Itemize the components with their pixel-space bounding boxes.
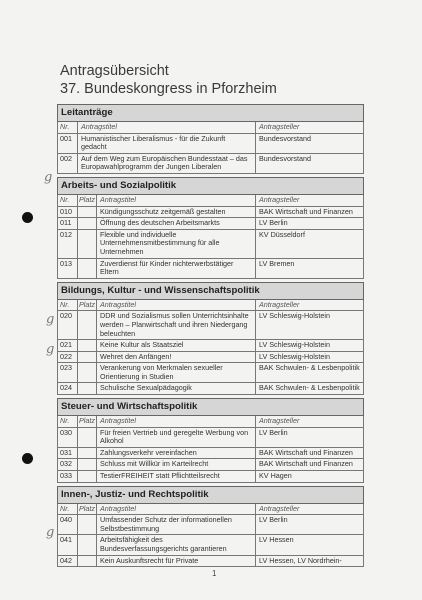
motion-number: 021 bbox=[58, 340, 78, 351]
motion-platz bbox=[78, 230, 97, 258]
handwritten-mark: g bbox=[44, 170, 53, 185]
table-row bbox=[57, 259, 364, 279]
motion-title: Humanistischer Liberalismus - für die Zukunft gedacht bbox=[78, 134, 256, 153]
motion-title: Keine Kultur als Staatsziel bbox=[97, 340, 256, 351]
table-row bbox=[57, 154, 364, 174]
motion-title: Für freien Vertrieb und geregelte Werbung von Alkohol bbox=[97, 428, 256, 447]
header-platz: Platz bbox=[78, 300, 97, 311]
motion-applicant: LV Schleswig-Holstein bbox=[259, 340, 330, 350]
table-row bbox=[57, 363, 364, 383]
motion-platz bbox=[78, 218, 97, 229]
table-row bbox=[57, 340, 364, 352]
motion-applicant: LV Schleswig-Holstein bbox=[259, 311, 330, 321]
motion-number: 002 bbox=[58, 154, 78, 173]
motion-title: Flexible und individuelle Unternehmensmitbestimmung für alle Unternehmen bbox=[97, 230, 256, 258]
table-row bbox=[57, 311, 364, 340]
motion-title: Schluss mit Willkür im Karteilrecht bbox=[97, 459, 256, 470]
motion-title: DDR und Sozialismus sollen Unterrichtsinhalte werden – Planwirtschaft und ihren Niedergang beleuchten bbox=[97, 311, 256, 339]
motion-platz bbox=[78, 556, 97, 567]
header-titel: Antragstitel bbox=[97, 416, 256, 427]
motion-applicant: LV Berlin bbox=[259, 427, 288, 437]
motion-number: 022 bbox=[58, 352, 78, 363]
section-heading: Bildungs, Kultur - und Wissenschaftspolitik bbox=[57, 282, 364, 300]
motion-platz bbox=[78, 428, 97, 447]
handwritten-mark: g bbox=[46, 342, 55, 357]
motion-applicant: BAK Schwulen- & Lesbenpolitik bbox=[259, 363, 360, 373]
header-platz: Platz bbox=[78, 416, 97, 427]
table-header-row bbox=[57, 195, 364, 207]
motion-number: 041 bbox=[58, 535, 78, 554]
header-titel: Antragstitel bbox=[78, 122, 256, 133]
motion-number: 023 bbox=[58, 363, 78, 382]
motion-number: 020 bbox=[58, 311, 78, 339]
motion-title: Verankerung von Merkmalen sexueller Orientierung in Studien bbox=[97, 363, 256, 382]
table-row bbox=[57, 471, 364, 483]
header-steller: Antragsteller bbox=[259, 194, 300, 204]
table-row bbox=[57, 459, 364, 471]
motion-applicant: LV Schleswig-Holstein bbox=[259, 351, 330, 361]
motion-platz bbox=[78, 207, 97, 218]
table-row bbox=[57, 134, 364, 154]
motion-number: 031 bbox=[58, 448, 78, 459]
hole-punch-bottom bbox=[22, 453, 33, 464]
motion-title: Umfassender Schutz der informationellen Selbstbestimmung bbox=[97, 515, 256, 534]
header-steller: Antragsteller bbox=[259, 503, 300, 513]
section-heading: Arbeits- und Sozialpolitik bbox=[57, 177, 364, 195]
table-header-row bbox=[57, 122, 364, 134]
motion-platz bbox=[78, 340, 97, 351]
motion-applicant: LV Hessen bbox=[259, 535, 294, 545]
section-heading: Steuer- und Wirtschaftspolitik bbox=[57, 398, 364, 416]
motion-number: 040 bbox=[58, 515, 78, 534]
motion-platz bbox=[78, 471, 97, 482]
motion-title: Zuverdienst für Kinder nichterwerbstätiger Eltern bbox=[97, 259, 256, 278]
motion-number: 032 bbox=[58, 459, 78, 470]
table-row bbox=[57, 383, 364, 395]
motion-number: 011 bbox=[58, 218, 78, 229]
motion-title: Schulische Sexualpädagogik bbox=[97, 383, 256, 394]
motion-platz bbox=[78, 448, 97, 459]
motion-applicant: LV Berlin bbox=[259, 515, 288, 525]
header-titel: Antragstitel bbox=[97, 195, 256, 206]
header-nr: Nr. bbox=[58, 122, 78, 133]
table-row bbox=[57, 352, 364, 364]
motion-platz bbox=[78, 311, 97, 339]
document-title bbox=[60, 62, 277, 98]
motion-number: 024 bbox=[58, 383, 78, 394]
table-row bbox=[57, 448, 364, 460]
handwritten-mark: g bbox=[46, 312, 55, 327]
title-line-1: Antragsübersicht bbox=[60, 63, 169, 79]
motion-platz bbox=[78, 352, 97, 363]
motion-title: Kündigungsschutz zeitgemäß gestalten bbox=[97, 207, 256, 218]
motion-number: 030 bbox=[58, 428, 78, 447]
table-header-row bbox=[57, 504, 364, 516]
motion-number: 033 bbox=[58, 471, 78, 482]
motion-platz bbox=[78, 515, 97, 534]
table-row bbox=[57, 218, 364, 230]
header-platz: Platz bbox=[78, 504, 97, 515]
motion-applicant: BAK Wirtschaft und Finanzen bbox=[259, 447, 353, 457]
motion-number: 010 bbox=[58, 207, 78, 218]
motion-title: Wehret den Anfängen! bbox=[97, 352, 256, 363]
table-header-row bbox=[57, 300, 364, 312]
header-nr: Nr. bbox=[58, 195, 78, 206]
motion-applicant: Bundesvorstand bbox=[259, 133, 311, 143]
header-nr: Nr. bbox=[58, 300, 78, 311]
motion-platz bbox=[78, 459, 97, 470]
motion-title: Kein Auskunftsrecht für Private bbox=[97, 556, 256, 567]
section-heading: Leitanträge bbox=[57, 104, 364, 122]
section-heading: Innen-, Justiz- und Rechtspolitik bbox=[57, 486, 364, 504]
motion-applicant: KV Hagen bbox=[259, 471, 292, 481]
header-nr: Nr. bbox=[58, 416, 78, 427]
motion-applicant: LV Hessen, LV Nordrhein- bbox=[259, 555, 342, 565]
table-header-row bbox=[57, 416, 364, 428]
motion-title: Öffnung des deutschen Arbeitsmarkts bbox=[97, 218, 256, 229]
table-row bbox=[57, 515, 364, 535]
header-steller: Antragsteller bbox=[259, 299, 300, 309]
motion-applicant: BAK Wirtschaft und Finanzen bbox=[259, 459, 353, 469]
motion-applicant: Bundesvorstand bbox=[259, 153, 311, 163]
header-steller: Antragsteller bbox=[259, 122, 300, 131]
motion-applicant: KV Düsseldorf bbox=[259, 229, 305, 239]
motion-title: TestierFREIHEIT statt Pflichtteilsrecht bbox=[97, 471, 256, 482]
motion-applicant: LV Berlin bbox=[259, 218, 288, 228]
motion-number: 042 bbox=[58, 556, 78, 567]
table-row bbox=[57, 556, 364, 568]
header-platz: Platz bbox=[78, 195, 97, 206]
motion-number: 013 bbox=[58, 259, 78, 278]
table-row bbox=[57, 230, 364, 259]
table-row bbox=[57, 207, 364, 219]
header-titel: Antragstitel bbox=[97, 504, 256, 515]
motion-title: Auf dem Weg zum Europäischen Bundesstaat – das Europawahlprogramm der Jungen Liberalen bbox=[78, 154, 256, 173]
motion-platz bbox=[78, 535, 97, 554]
table-row bbox=[57, 428, 364, 448]
table-row bbox=[57, 535, 364, 555]
motion-title: Zahlungsverkehr vereinfachen bbox=[97, 448, 256, 459]
motion-applicant: BAK Schwulen- & Lesbenpolitik bbox=[259, 383, 360, 393]
motions-table bbox=[57, 101, 364, 567]
page-number: 1 bbox=[212, 569, 217, 578]
motion-platz bbox=[78, 363, 97, 382]
header-titel: Antragstitel bbox=[97, 300, 256, 311]
motion-number: 001 bbox=[58, 134, 78, 153]
motion-title: Arbeitsfähigkeit des Bundesverfassungsgerichts garantieren bbox=[97, 535, 256, 554]
motion-number: 012 bbox=[58, 230, 78, 258]
motion-platz bbox=[78, 259, 97, 278]
handwritten-mark: g bbox=[46, 525, 55, 540]
hole-punch-top bbox=[22, 212, 33, 223]
motion-applicant: LV Bremen bbox=[259, 258, 295, 268]
motion-platz bbox=[78, 383, 97, 394]
header-nr: Nr. bbox=[58, 504, 78, 515]
header-steller: Antragsteller bbox=[259, 416, 300, 426]
motion-applicant: BAK Wirtschaft und Finanzen bbox=[259, 206, 353, 216]
title-line-2: 37. Bundeskongress in Pforzheim bbox=[60, 81, 277, 97]
